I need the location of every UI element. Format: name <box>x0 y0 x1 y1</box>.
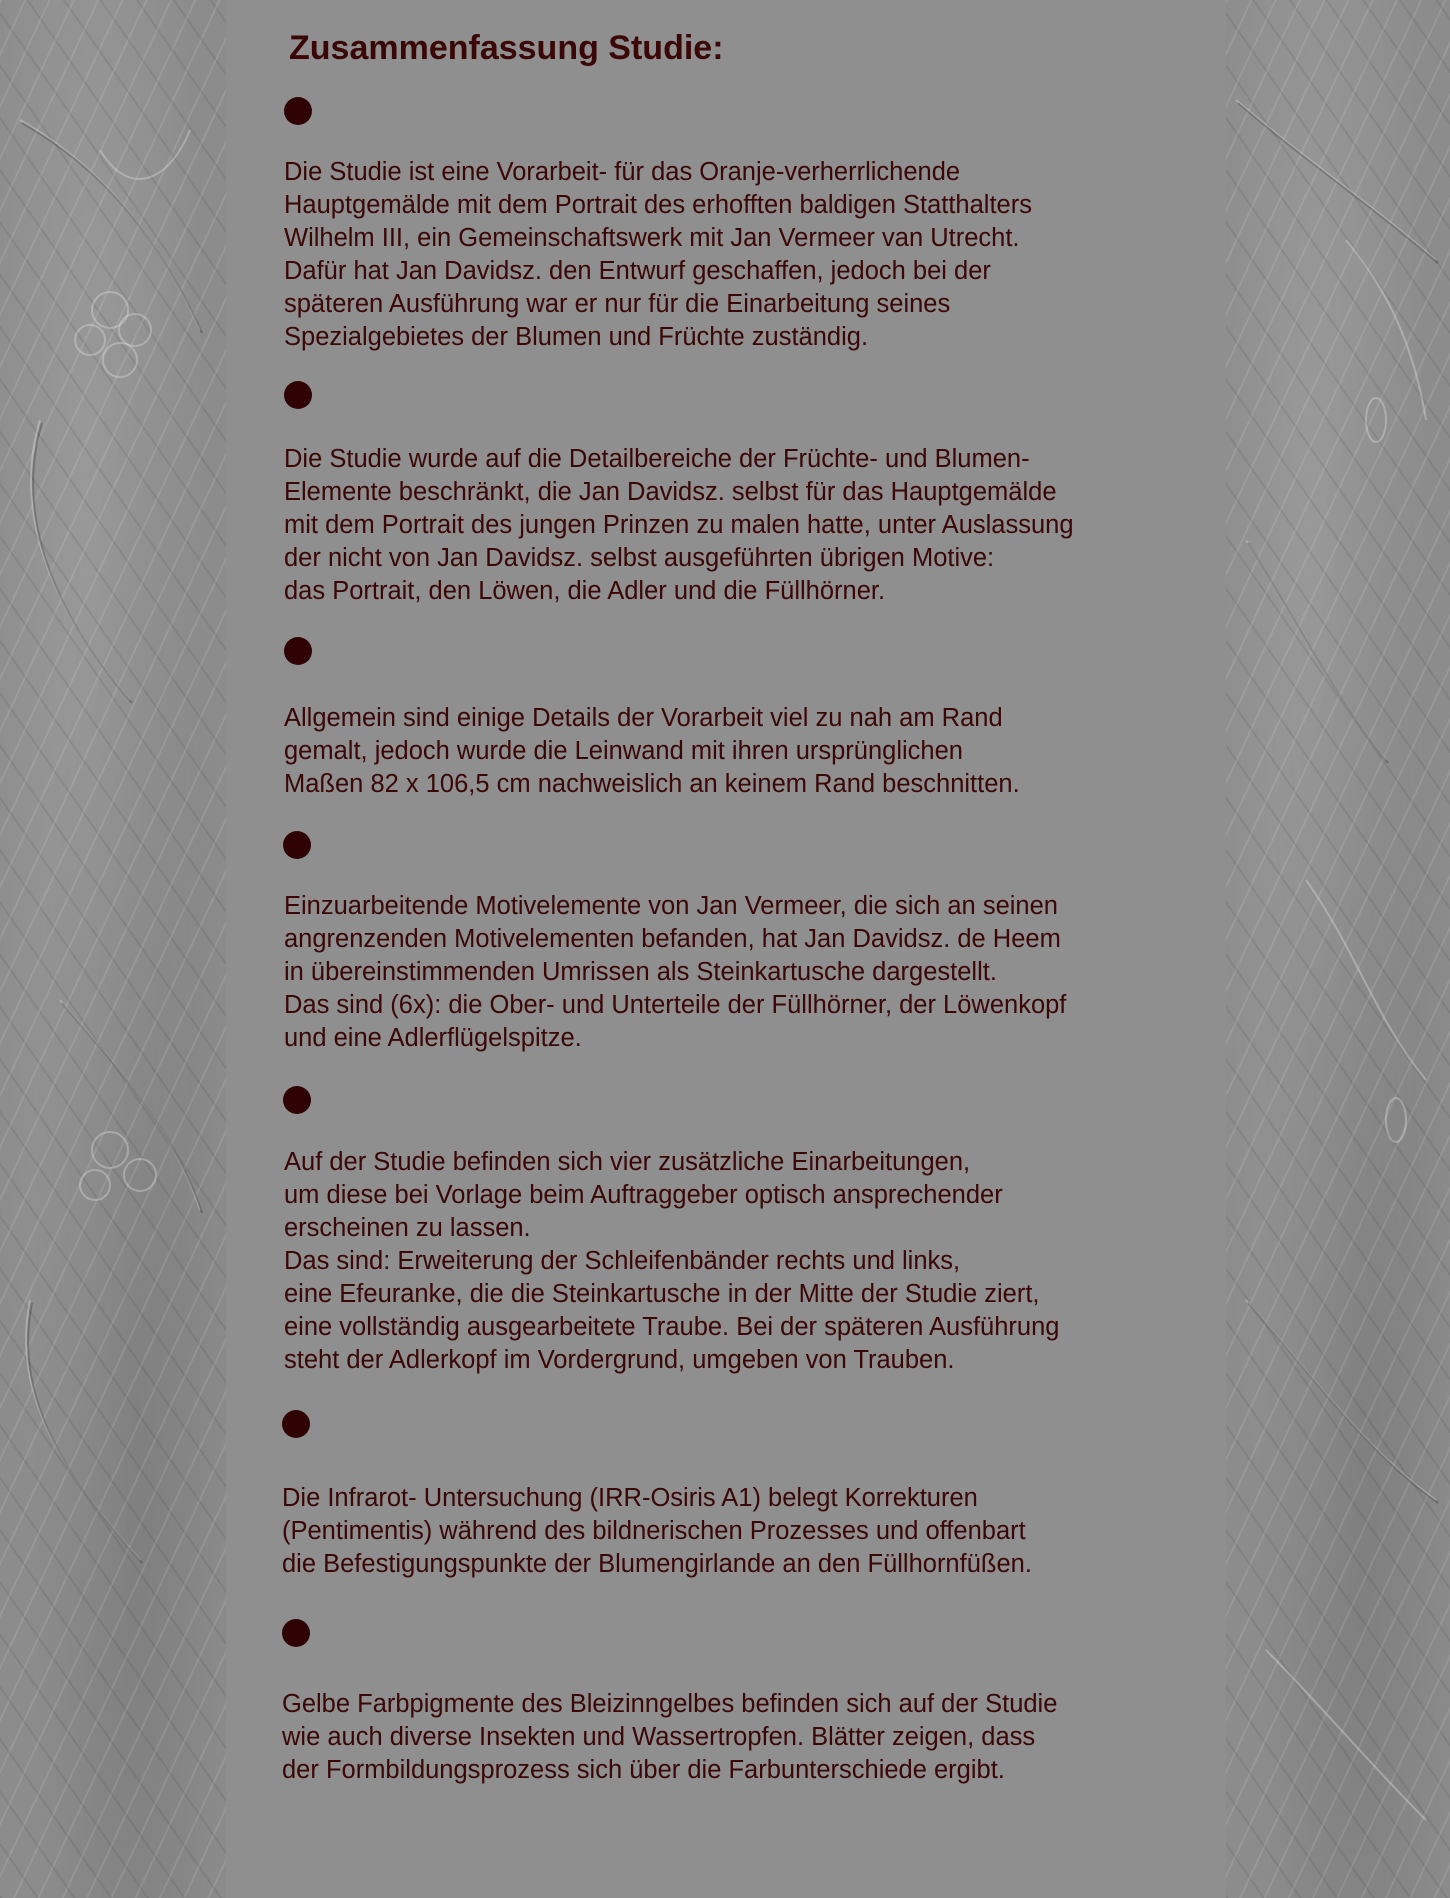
paragraph-7: Gelbe Farbpigmente des Bleizinngelbes befinden sich auf der Studie wie auch diverse Insekten und Wassertropfen. Blätter zeigen, dass der Formbildungsprozess sich über die Farbunterschiede ergibt. <box>282 1690 1058 1784</box>
bullet-icon <box>282 1410 310 1438</box>
page-title: Zusammenfassung Studie: <box>289 29 724 67</box>
bullet-icon <box>284 637 312 665</box>
bullet-icon <box>284 97 312 125</box>
floral-relief-left <box>0 0 226 1898</box>
paragraph-4: Einzuarbeitende Motivelemente von Jan Vermeer, die sich an seinen angrenzenden Motivelementen befanden, hat Jan Davidsz. de Heem in übereinstimmenden Umrissen als Steinkartusche dargestellt. Das sind (6x): die Ober- und Unterteile der Füllhörner, der Löwenkopf und eine Adlerflügelspitze. <box>284 892 1067 1052</box>
left-embossed-relief <box>0 0 226 1898</box>
paragraph-1: Die Studie ist eine Vorarbeit- für das Oranje-verherrlichende Hauptgemälde mit dem Portrait des erhofften baldigen Statthalters Wilhelm III, ein Gemeinschaftswerk mit Jan Vermeer van Utrecht. Dafür hat Jan Davidsz. den Entwurf geschaffen, jedoch bei der späteren Ausführung war er nur für die Einarbeitung seines Spezialgebietes der Blumen und Früchte zuständig. <box>284 158 1032 351</box>
paragraph-3: Allgemein sind einige Details der Vorarbeit viel zu nah am Rand gemalt, jedoch wurde die Leinwand mit ihren ursprünglichen Maßen 82 x 106,5 cm nachweislich an keinem Rand beschnitten. <box>284 704 1020 798</box>
paragraph-2: Die Studie wurde auf die Detailbereiche der Früchte- und Blumen- Elemente beschränkt, die Jan Davidsz. selbst für das Hauptgemälde mit dem Portrait des jungen Prinzen zu malen hatte, unter Auslassung der nicht von Jan Davidsz. selbst ausgeführten übrigen Motive: das Portrait, den Löwen, die Adler und die Füllhörner. <box>284 445 1074 605</box>
bullet-icon <box>283 831 311 859</box>
bullet-icon <box>283 1086 311 1114</box>
bullet-icon <box>284 381 312 409</box>
paragraph-6: Die Infrarot- Untersuchung (IRR-Osiris A1) belegt Korrekturen (Pentimentis) während des bildnerischen Prozesses und offenbart die Befestigungspunkte der Blumengirlande an den Füllhornfüßen. <box>282 1484 1032 1578</box>
right-embossed-relief <box>1226 0 1450 1898</box>
bullet-icon <box>282 1619 310 1647</box>
floral-relief-right <box>1226 0 1450 1898</box>
paragraph-5: Auf der Studie befinden sich vier zusätzliche Einarbeitungen, um diese bei Vorlage beim Auftraggeber optisch ansprechender erscheinen zu lassen. Das sind: Erweiterung der Schleifenbänder rechts und links, eine Efeuranke, die die Steinkartusche in der Mitte der Studie ziert, eine vollständig ausgearbeitete Traube. Bei der späteren Ausführung steht der Adlerkopf im Vordergrund, umgeben von Trauben. <box>284 1148 1060 1374</box>
